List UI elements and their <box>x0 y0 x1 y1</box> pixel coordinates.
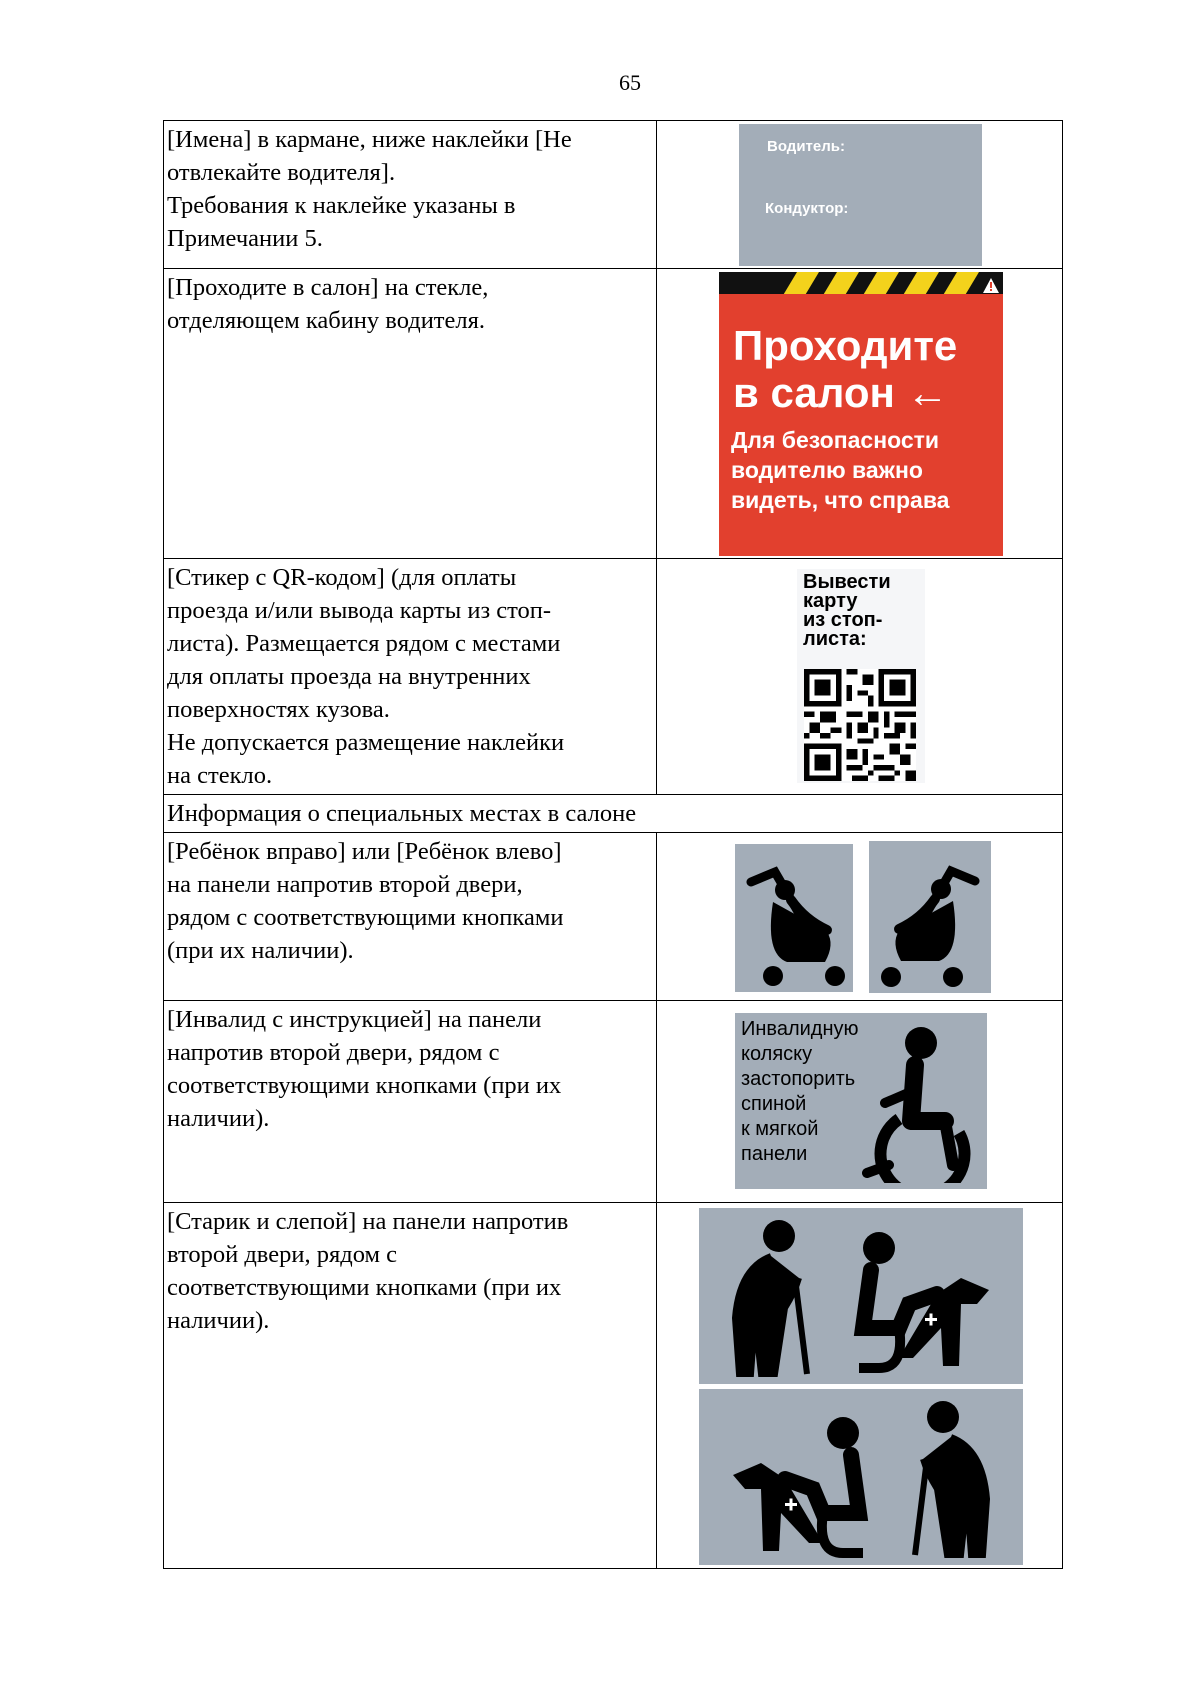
wheelchair-icon <box>849 1025 981 1183</box>
wheelchair-caption: Инвалидную коляску застопорить спиной к мягкой панели <box>741 1018 859 1165</box>
names-sign <box>739 124 982 266</box>
stroller-left-icon <box>869 841 991 993</box>
signage-table <box>163 120 1063 1569</box>
table-row <box>164 1203 1063 1569</box>
table-row <box>164 1001 1063 1203</box>
table-row <box>164 833 1063 1001</box>
description-cell: [Имена] в кармане, ниже наклейки [Не отвлекайте водителя]. Требования к наклейке указаны в Примечании 5. <box>164 121 657 269</box>
image-cell <box>657 121 1063 269</box>
stroller-right-icon <box>735 844 853 992</box>
table-row <box>164 269 1063 559</box>
description-cell: [Инвалид с инструкцией] на панели напротив второй двери, рядом с соответствующими кнопками (при их наличии). <box>164 1001 657 1203</box>
wheelchair-sign <box>735 1013 987 1189</box>
qr-code-icon <box>803 669 917 781</box>
image-cell <box>657 559 1063 795</box>
sign-title: Проходите в салон ← <box>733 322 958 416</box>
qr-sticker <box>797 569 925 783</box>
table-row <box>164 795 1063 833</box>
description-cell: [Стикер с QR-кодом] (для оплаты проезда и/или вывода карты из стоп- листа). Размещается рядом с местами для оплаты проезда на внутренних поверхностях кузова. Не допускается размещение наклейки на стекло. <box>164 559 657 795</box>
table-row <box>164 559 1063 795</box>
image-cell <box>657 269 1063 559</box>
description-cell: [Старик и слепой] на панели напротив второй двери, рядом с соответствующими кнопками (при их наличии). <box>164 1203 657 1569</box>
table-row <box>164 121 1063 269</box>
sign-subtitle: Для безопасности водителю важно видеть, что справа <box>731 427 950 513</box>
qr-caption: Вывести карту из стоп- листа: <box>803 571 891 650</box>
section-header: Информация о специальных местах в салоне <box>164 795 1063 833</box>
hazard-stripe-icon <box>719 272 1003 302</box>
image-cell <box>657 1001 1063 1203</box>
driver-label: Водитель: <box>767 138 845 155</box>
conductor-label: Кондуктор: <box>765 200 849 217</box>
blind-and-elderly-icon <box>699 1389 1023 1565</box>
description-cell: [Ребёнок вправо] или [Ребёнок влево] на панели напротив второй двери, рядом с соответствующими кнопками (при их наличии). <box>164 833 657 1001</box>
page-number: 65 <box>619 70 641 95</box>
walk-inside-sign <box>719 272 1003 556</box>
elderly-and-blind-icon <box>699 1208 1023 1384</box>
image-cell <box>657 833 1063 1001</box>
image-cell <box>657 1203 1063 1569</box>
description-cell: [Проходите в салон] на стекле, отделяющем кабину водителя. <box>164 269 657 559</box>
